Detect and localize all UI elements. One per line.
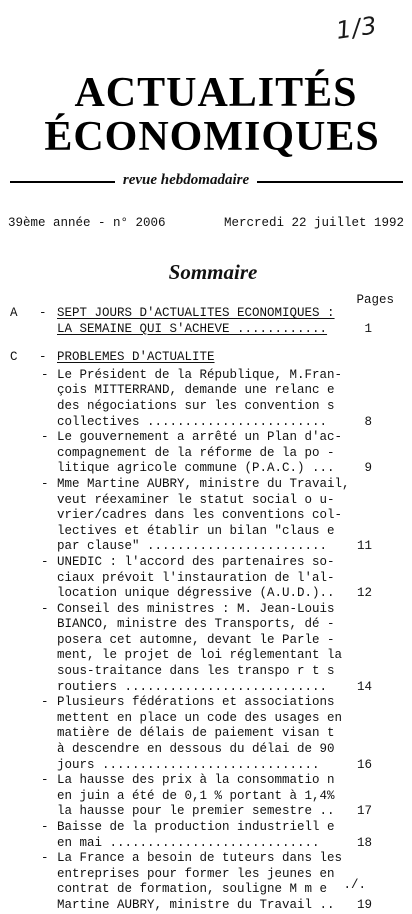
item-page-number: 11 <box>356 539 372 554</box>
item-line: la hausse pour le premier semestre .. <box>57 804 335 819</box>
item-line: location unique dégressive (A.U.D.).. <box>57 586 335 601</box>
masthead-rule-left <box>10 181 115 183</box>
section-title-line: LA SEMAINE QUI S'ACHEVE ............ <box>57 321 328 336</box>
item-dash: - <box>41 773 49 788</box>
toc-item <box>0 477 412 555</box>
item-line: çois MITTERRAND, demande une relanc e <box>57 383 335 398</box>
item-dash: - <box>41 851 49 866</box>
section-dash: - <box>39 306 47 320</box>
item-line: des négociations sur les convention s <box>57 398 335 413</box>
section-dash: - <box>39 350 47 365</box>
item-line: La France a besoin de tuteurs dans les <box>57 851 343 866</box>
item-dash: - <box>41 430 49 445</box>
item-line: vrier/cadres dans les conventions col- <box>57 508 343 523</box>
section-page-number: 1 <box>364 321 372 336</box>
issue-volume: 39ème année - n° 2006 <box>8 216 166 230</box>
item-page-number: 14 <box>356 679 372 694</box>
handwritten-annotation: 1/3 <box>334 11 380 45</box>
item-line: en mai ............................ <box>57 835 320 850</box>
item-line: ciaux prévoit l'instauration de l'al- <box>57 570 335 585</box>
toc-section-c <box>0 350 412 366</box>
item-page-number: 19 <box>356 897 372 912</box>
item-line: La hausse des prix à la consommatio n <box>57 773 335 788</box>
issue-info <box>8 216 404 230</box>
continuation-mark: ./. <box>343 878 366 892</box>
item-page-number: 16 <box>356 757 372 772</box>
pages-column-label: Pages <box>356 293 394 307</box>
item-line: BIANCO, ministre des Transports, dé - <box>57 617 335 632</box>
toc-item <box>0 555 412 602</box>
item-line: Le Président de la République, M.Fran- <box>57 367 343 382</box>
item-line: matière de délais de paiement visan t <box>57 726 335 741</box>
item-line: lectives et établir un bilan "claus e <box>57 523 335 538</box>
item-line: routiers ........................... <box>57 679 328 694</box>
section-title-line: PROBLEMES D'ACTUALITE <box>57 350 215 365</box>
item-line: en juin a été de 0,1 % portant à 1,4% <box>57 788 335 803</box>
contents-heading: Sommaire <box>168 260 258 284</box>
section-title-line: SEPT JOURS D'ACTUALITES ECONOMIQUES : <box>57 306 335 320</box>
toc-item <box>0 430 412 477</box>
item-line: ment, le projet de loi réglementant la <box>57 648 343 663</box>
item-line: à descendre en dessous du délai de 90 <box>57 742 335 757</box>
item-line: jours ............................. <box>57 757 320 772</box>
item-line: posera cet automne, devant le Parle - <box>57 632 335 647</box>
toc-item <box>0 820 412 851</box>
item-line: collectives ........................ <box>57 414 328 429</box>
item-page-number: 12 <box>356 586 372 601</box>
section-letter: C <box>10 350 18 365</box>
item-line: compagnement de la réforme de la po - <box>57 445 335 460</box>
item-page-number: 18 <box>356 835 372 850</box>
item-dash: - <box>41 820 49 834</box>
item-line: Mme Martine AUBRY, ministre du Travail, <box>57 476 350 491</box>
item-line: entreprises pour former les jeunes en <box>57 866 335 881</box>
item-dash: - <box>41 476 49 491</box>
item-line: UNEDIC : l'accord des partenaires so- <box>57 554 335 569</box>
item-line: mettent en place un code des usages en <box>57 710 343 725</box>
item-page-number: 9 <box>364 461 372 476</box>
masthead-title-line1: ACTUALITÉS <box>74 70 358 116</box>
item-line: Plusieurs fédérations et associations <box>57 695 335 710</box>
toc-item <box>0 602 412 696</box>
masthead-title-line2: ÉCONOMIQUES <box>44 114 380 160</box>
item-page-number: 8 <box>364 414 372 429</box>
section-letter: A <box>10 306 18 320</box>
item-dash: - <box>41 601 49 616</box>
item-dash: - <box>41 695 49 710</box>
item-line: par clause" ........................ <box>57 539 328 554</box>
item-line: Le gouvernement a arrêté un Plan d'ac- <box>57 430 343 445</box>
item-line: veut réexaminer le statut social o u- <box>57 492 335 507</box>
item-line: Baisse de la production industriell e <box>57 820 335 834</box>
item-line: litique agricole commune (P.A.C.) ... <box>57 461 335 476</box>
toc-item <box>0 695 412 773</box>
item-line: contrat de formation, souligne M m e <box>57 882 328 897</box>
table-of-contents <box>0 306 412 914</box>
toc-section-a <box>0 306 412 337</box>
item-line: Martine AUBRY, ministre du Travail .. <box>57 897 335 912</box>
item-line: sous-traitance dans les transpo r t s <box>57 664 335 679</box>
item-dash: - <box>41 367 49 382</box>
item-dash: - <box>41 554 49 569</box>
toc-item <box>0 773 412 820</box>
item-page-number: 17 <box>356 804 372 819</box>
item-line: Conseil des ministres : M. Jean-Louis <box>57 601 335 616</box>
toc-item <box>0 368 412 430</box>
masthead-rule-right <box>257 181 403 183</box>
issue-date: Mercredi 22 juillet 1992 <box>223 216 404 230</box>
masthead-subtitle: revue hebdomadaire <box>122 172 250 188</box>
